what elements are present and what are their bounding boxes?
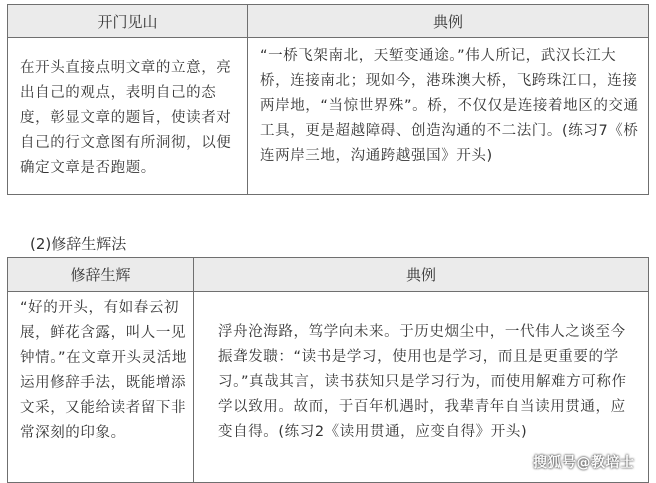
table1-header-example: 典例 bbox=[248, 5, 649, 38]
table1-header-method: 开门见山 bbox=[8, 5, 248, 38]
table-kaimen-jianshan bbox=[7, 4, 649, 195]
table2-header-method: 修辞生辉 bbox=[8, 258, 194, 292]
table-xiuci-shenghui bbox=[7, 257, 649, 483]
table1-example-text: “一桥飞架南北，天堑变通途。”伟人所记，武汉长江大桥，连接南北；现如今，港珠澳大桥，飞跨珠江口，连接两岸地，“当惊世界殊”。桥，不仅仅是连接着地区的交通工具，更是超越障碍、创造沟通的不二法门。(练习7《桥连两岸三地，沟通跨越强国》开头) bbox=[248, 38, 649, 195]
watermark: 搜狐号@教培士 bbox=[533, 455, 635, 471]
section-title-rhetoric: (2)修辞生辉法 bbox=[30, 235, 127, 253]
table2-method-description: “好的开头，有如春云初展，鲜花含露，叫人一见钟情。”在文章开头灵活地运用修辞手法，既能增添文采，又能给读者留下非常深刻的印象。 bbox=[8, 292, 194, 483]
table2-header-example: 典例 bbox=[194, 258, 649, 292]
table1-method-description: 在开头直接点明文章的立意，亮出自己的观点，表明自己的态度，彰显文章的题旨，使读者对自己的行文意图有所洞彻，以便确定文章是否跑题。 bbox=[8, 38, 248, 195]
table2-example-text: 浮舟沧海路，笃学向未来。于历史烟尘中，一代伟人之谈至今振聋发聩：“读书是学习，使用也是学习，而且是更重要的学习。”真哉其言，读书获知只是学习行为，而使用解难方可称作学以致用。故而，于百年机遇时，我辈青年自当读用贯通，应变自得。(练习2《读用贯通，应变自得》开头) bbox=[194, 292, 649, 483]
